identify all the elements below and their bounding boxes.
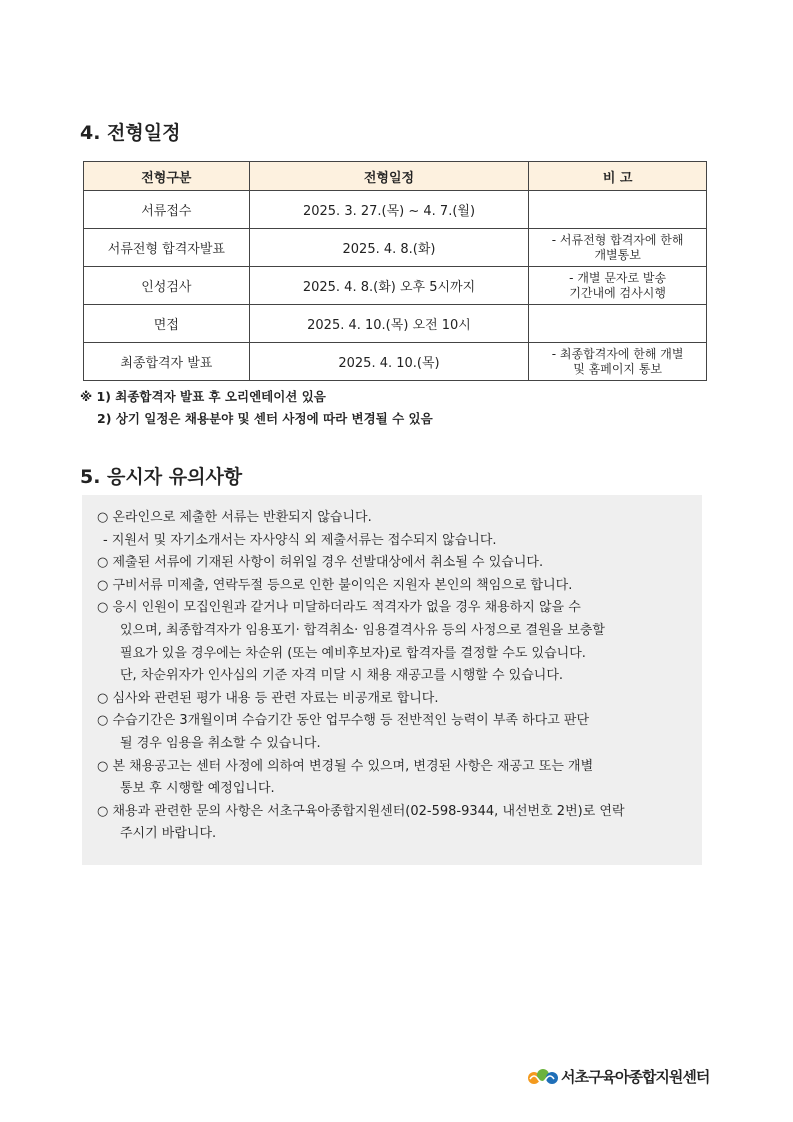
schedule-table <box>83 161 707 381</box>
footnote-1: ※ 1) 최종합격자 발표 후 오리엔테이션 있음 <box>80 389 326 404</box>
notice-line: 주시기 바랍니다. <box>120 826 217 842</box>
stage-cell: 최종합격자 발표 <box>84 343 250 381</box>
note-line: - 최종합격자에 한해 개별 <box>551 346 684 361</box>
note-cell <box>529 305 707 343</box>
notice-line: ○ 본 채용공고는 센터 사정에 의하여 변경될 수 있으며, 변경된 사항은 재공고 또는 개별 <box>97 758 594 774</box>
notice-line: 통보 후 시행할 예정입니다. <box>120 781 275 797</box>
table-row <box>84 267 707 305</box>
table-row <box>84 343 707 381</box>
logo-text: 서초구육아종합지원센터 <box>561 1068 710 1086</box>
notice-line: 될 경우 임용을 취소할 수 있습니다. <box>120 735 321 751</box>
stage-cell: 서류접수 <box>84 191 250 229</box>
header-schedule: 전형일정 <box>249 162 529 191</box>
stage-cell: 서류전형 합격자발표 <box>84 229 250 267</box>
table-row <box>84 229 707 267</box>
notice-line: ○ 온라인으로 제출한 서류는 반환되지 않습니다. <box>97 510 372 525</box>
notice-line: 있으며, 최종합격자가 임용포기· 합격취소· 임용결격사유 등의 사정으로 결원을 보충할 <box>120 622 605 638</box>
note-line: 개별통보 <box>594 247 641 262</box>
note-line: 기간내에 검사시행 <box>569 285 666 300</box>
footnote-2: 2) 상기 일정은 채용분야 및 센터 사정에 따라 변경될 수 있음 <box>97 411 433 426</box>
center-logo <box>527 1066 709 1087</box>
schedule-cell: 2025. 4. 10.(목) <box>249 343 529 381</box>
note-line: - 서류전형 합격자에 한해 <box>551 232 684 247</box>
notice-line: ○ 심사와 관련된 평가 내용 등 관련 자료는 비공개로 합니다. <box>97 690 439 706</box>
note-cell <box>529 267 707 305</box>
notice-line: 필요가 있을 경우에는 차순위 (또는 예비후보자)로 합격자를 결정할 수도 있습니다. <box>120 645 586 661</box>
note-line: 및 홈페이지 통보 <box>573 361 663 376</box>
note-cell <box>529 343 707 381</box>
schedule-footnotes <box>80 386 433 430</box>
note-cell <box>529 229 707 267</box>
header-note: 비 고 <box>529 162 707 191</box>
schedule-cell: 2025. 4. 10.(목) 오전 10시 <box>249 305 529 343</box>
table-row <box>84 305 707 343</box>
schedule-cell: 2025. 4. 8.(화) 오후 5시까지 <box>249 267 529 305</box>
section-5-title: 5. 응시자 유의사항 <box>80 466 243 488</box>
header-stage: 전형구분 <box>84 162 250 191</box>
note-cell <box>529 191 707 229</box>
stage-cell: 인성검사 <box>84 267 250 305</box>
notice-line: ○ 응시 인원이 모집인원과 같거나 미달하더라도 적격자가 없을 경우 채용하지 않을 수 <box>97 600 581 616</box>
applicant-notes-box <box>82 495 702 865</box>
notice-line: - 지원서 및 자기소개서는 자사양식 외 제출서류는 접수되지 않습니다. <box>103 532 497 548</box>
seocho-logo-icon <box>527 1067 559 1087</box>
notice-line: ○ 구비서류 미제출, 연락두절 등으로 인한 불이익은 지원자 본인의 책임으로 합니다. <box>97 577 573 593</box>
notice-line: ○ 제출된 서류에 기재된 사항이 허위일 경우 선발대상에서 취소될 수 있습니다. <box>97 555 544 571</box>
stage-cell: 면접 <box>84 305 250 343</box>
schedule-cell: 2025. 3. 27.(목) ~ 4. 7.(월) <box>249 191 529 229</box>
schedule-cell: 2025. 4. 8.(화) <box>249 229 529 267</box>
table-header-row <box>84 162 707 191</box>
notice-line: ○ 채용과 관련한 문의 사항은 서초구육아종합지원센터(02-598-9344, 내선번호 2번)로 연락 <box>97 803 625 819</box>
table-row <box>84 191 707 229</box>
notice-line: ○ 수습기간은 3개월이며 수습기간 동안 업무수행 등 전반적인 능력이 부족 하다고 판단 <box>97 713 590 729</box>
section-4-title: 4. 전형일정 <box>80 122 181 144</box>
notice-line: 단, 차순위자가 인사심의 기준 자격 미달 시 채용 재공고를 시행할 수 있습니다. <box>120 668 564 684</box>
note-line: - 개별 문자로 발송 <box>569 270 667 285</box>
